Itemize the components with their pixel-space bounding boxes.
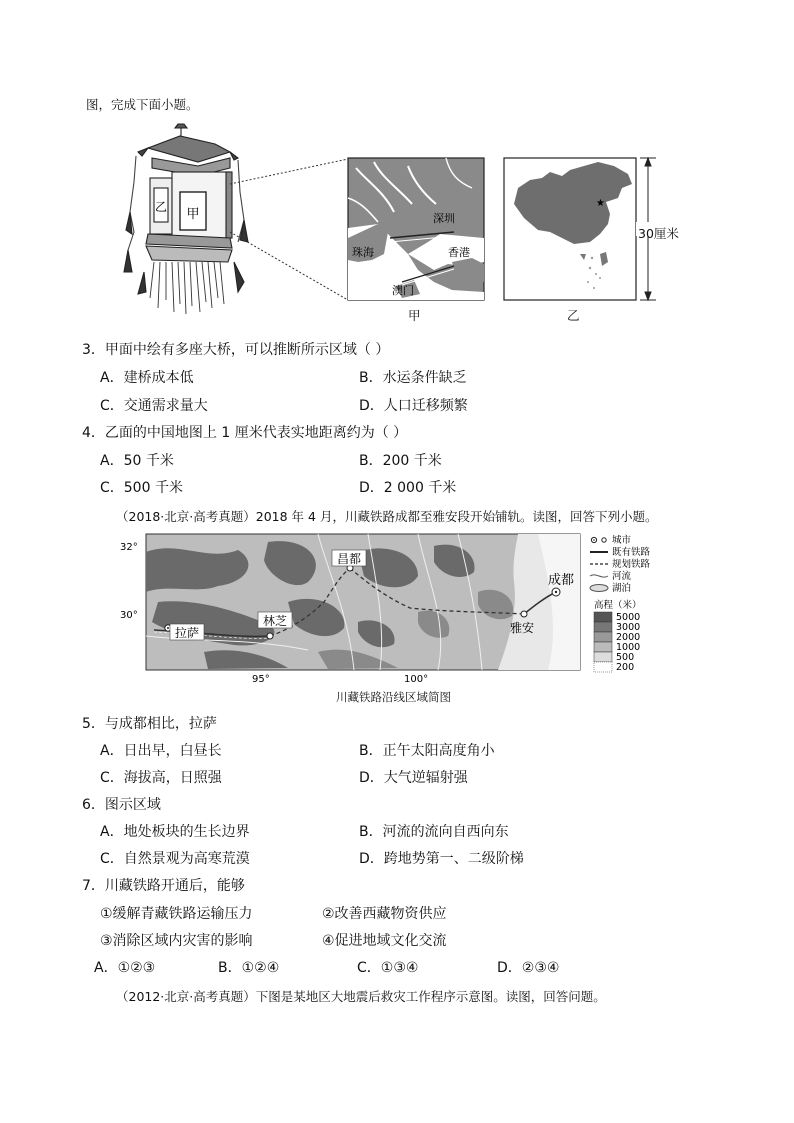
question-5-option-d[interactable]: D．大气逆辐射强 [359,770,468,786]
legend-elevation-title: 高程（米） [594,600,642,611]
question-4-option-a[interactable]: A．50 千米 [100,453,174,469]
connector-line-top [230,159,348,184]
question-6-option-b[interactable]: B．河流的流向自西向东 [359,824,509,840]
question-5-stem: 5．与成都相比，拉萨 [82,716,217,732]
intro-line: 图，完成下面小题。 [86,97,199,112]
question-7-option-c[interactable]: C．①③④ [357,960,419,976]
city-lasa: 拉萨 [174,626,200,640]
question-3-option-a[interactable]: A．建桥成本低 [100,370,194,386]
source-2018: （2018·北京·高考真题）2018 年 4 月，川藏铁路成都至雅安段开始铺轨。读图，回答下列小题。 [116,509,658,524]
lantern-face-jia: 甲 [186,207,200,222]
question-4-stem: 4．乙面的中国地图上 1 厘米代表实地距离约为（ ） [82,425,408,441]
legend-planned-rail: 规划铁路 [612,559,651,570]
map-yi [504,158,636,300]
legend-city: 城市 [612,535,632,546]
legend-level-2000: 2000 [616,632,641,643]
connector-line-bottom [230,232,348,300]
question-6-option-d[interactable]: D．跨地势第一、二级阶梯 [359,851,524,867]
map-legend [584,534,676,682]
question-7-item-2: ②改善西藏物资供应 [322,906,447,922]
lon-95: 95° [252,674,270,685]
question-3-stem: 3．甲面中绘有多座大桥，可以推断所示区域（ ） [82,342,390,358]
legend-level-500: 500 [616,652,635,663]
map-label-xianggang: 香港 [448,246,470,259]
map-label-zhuhai: 珠海 [352,246,374,259]
panel-yi-label: 乙 [567,308,580,323]
question-7-option-b[interactable]: B．①②④ [218,960,280,976]
panel-jia-label: 甲 [408,308,421,323]
map-label-aomen: 澳门 [392,284,414,297]
lantern-figure [120,122,660,322]
question-4-option-b[interactable]: B．200 千米 [359,453,442,469]
city-yaan: 雅安 [510,621,535,635]
question-6-option-a[interactable]: A．地处板块的生长边界 [100,824,250,840]
question-7-item-4: ④促进地域文化交流 [322,933,447,949]
railway-map-figure [118,532,678,708]
question-7-option-a[interactable]: A．①②③ [94,960,156,976]
legend-lake: 湖泊 [612,583,632,594]
lat-32: 32° [120,542,138,553]
beijing-star-icon: ★ [596,198,605,209]
question-7-stem: 7．川藏铁路开通后，能够 [82,878,245,894]
lantern-face-yi: 乙 [154,200,168,214]
question-3-option-c[interactable]: C．交通需求量大 [100,398,208,414]
question-4-option-d[interactable]: D．2 000 千米 [359,480,457,496]
lon-100: 100° [404,674,429,685]
question-5-option-a[interactable]: A．日出早，白昼长 [100,743,222,759]
question-3-option-d[interactable]: D．人口迁移频繁 [359,398,468,414]
question-7-item-3: ③消除区域内灾害的影响 [100,933,253,949]
question-7-item-1: ①缓解青藏铁路运输压力 [100,906,253,922]
question-5-option-b[interactable]: B．正午太阳高度角小 [359,743,495,759]
lat-30: 30° [120,610,138,621]
legend-level-3000: 3000 [616,622,641,633]
city-linzhi: 林芝 [262,614,288,628]
map-label-shenzhen: 深圳 [433,212,455,225]
legend-river: 河流 [612,571,632,582]
legend-level-1000: 1000 [616,642,641,653]
legend-level-200: 200 [616,662,635,673]
question-5-option-c[interactable]: C．海拔高，日照强 [100,770,222,786]
legend-level-5000: 5000 [616,612,641,623]
question-6-stem: 6．图示区域 [82,797,161,813]
source-2012: （2012·北京·高考真题）下图是某地区大地震后救灾工作程序示意图。读图，回答问题。 [116,989,606,1004]
question-6-option-c[interactable]: C．自然景观为高寒荒漠 [100,851,250,867]
question-3-option-b[interactable]: B．水运条件缺乏 [359,370,467,386]
question-4-option-c[interactable]: C．500 千米 [100,480,183,496]
legend-existing-rail: 既有铁路 [612,547,651,558]
figure-2-caption: 川藏铁路沿线区域简图 [336,690,451,704]
city-chengdu: 成都 [548,573,575,588]
height-label: 30厘米 [638,226,679,241]
question-7-option-d[interactable]: D．②③④ [497,960,560,976]
city-changdu: 昌都 [336,552,362,566]
map-jia [348,158,484,300]
